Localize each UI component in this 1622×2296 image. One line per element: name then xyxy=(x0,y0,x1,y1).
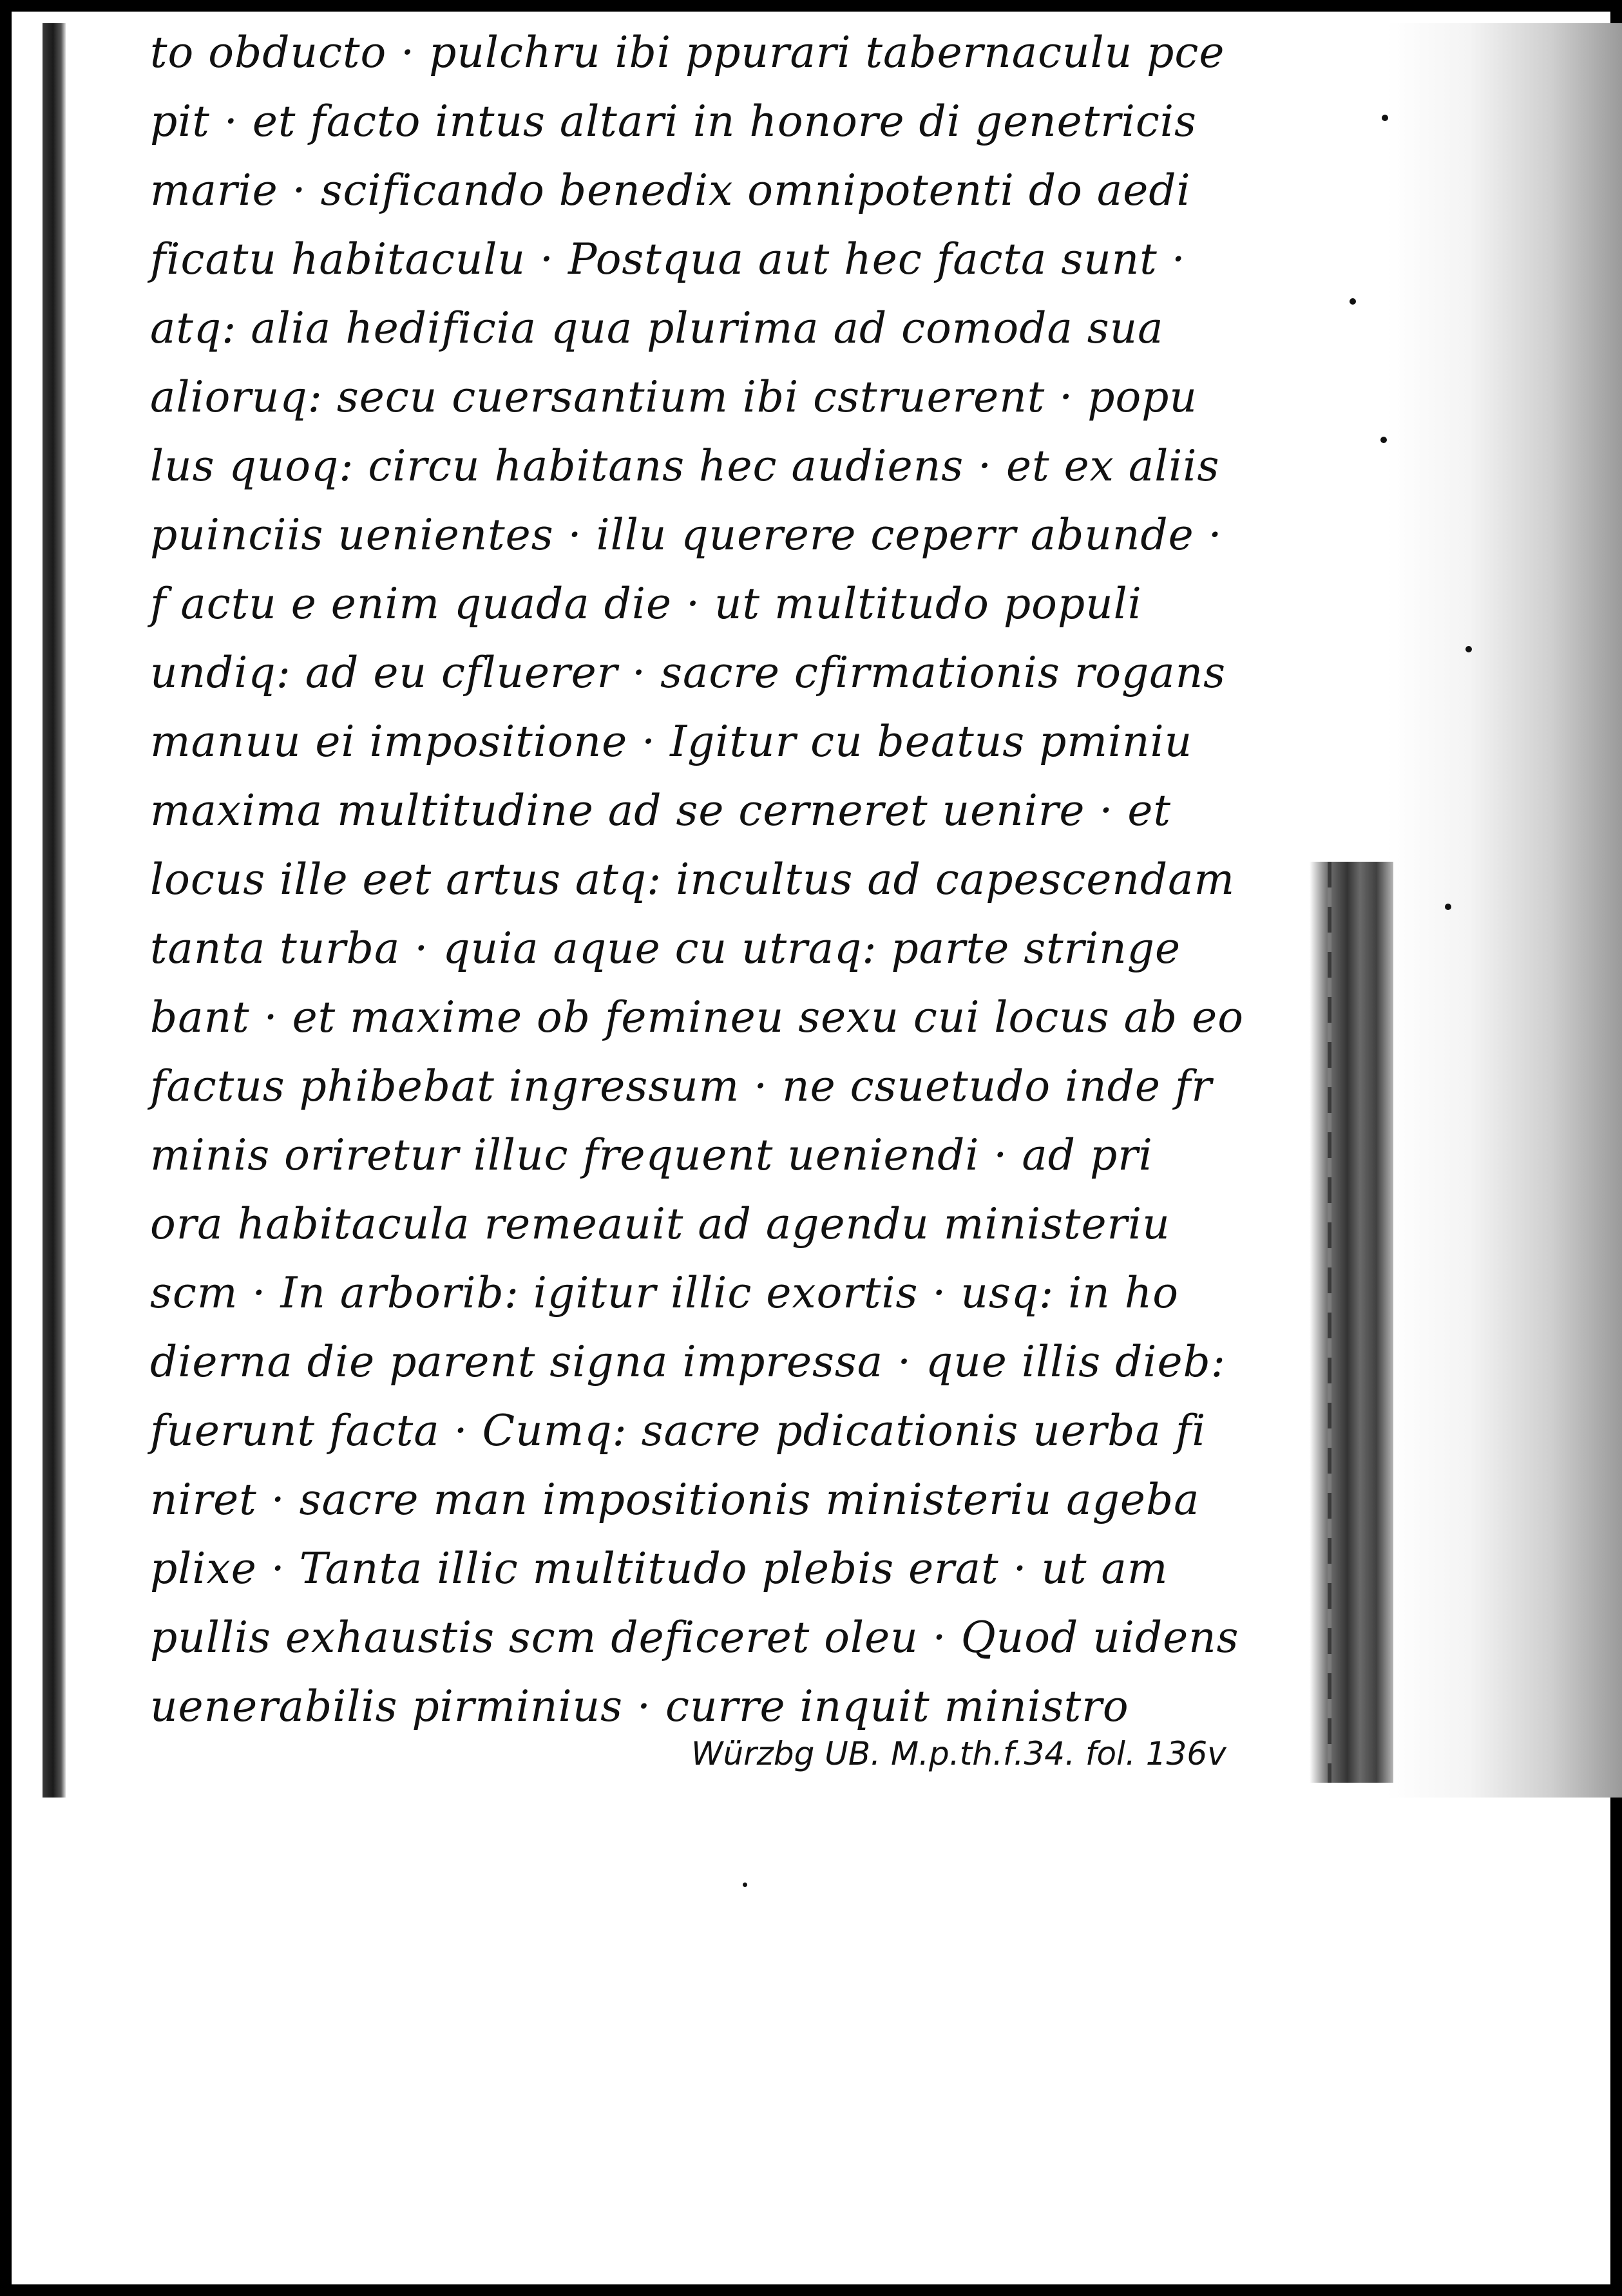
right-margin-shadow xyxy=(1387,23,1622,1798)
page-edge-shadow xyxy=(43,23,66,1798)
manuscript-line: factus phibebat ingressum · ne csuetudo inde fr xyxy=(150,1061,1212,1111)
manuscript-text xyxy=(150,18,1348,1783)
manuscript-line: marie · scificando benedix omnipotenti do aedi xyxy=(150,166,1191,215)
manuscript-line: to obducto · pulchru ibi ppurari tabernaculu pce xyxy=(150,28,1225,77)
manuscript-line: f actu e enim quada die · ut multitudo populi xyxy=(150,579,1142,629)
speck xyxy=(1350,298,1356,305)
manuscript-line: undiq: ad eu cfluerer · sacre cfirmationis rogans xyxy=(150,648,1226,697)
manuscript-line: alioruq: secu cuersantium ibi cstruerent · popu xyxy=(150,372,1197,422)
speck xyxy=(1465,646,1472,652)
manuscript-line: tanta turba · quia aque cu utraq: parte stringe xyxy=(150,924,1181,973)
shelfmark-annotation: Würzbg UB. M.p.th.f.34. fol. 136v xyxy=(691,1735,1226,1772)
manuscript-line: scm · In arborib: igitur illic exortis · usq: in ho xyxy=(150,1268,1179,1318)
manuscript-line: pit · et facto intus altari in honore di genetricis xyxy=(150,97,1197,146)
manuscript-line: maxima multitudine ad se cerneret uenire · et xyxy=(150,786,1171,835)
manuscript-line: lus quoq: circu habitans hec audiens · et ex aliis xyxy=(150,441,1220,491)
manuscript-line: plixe · Tanta illic multitudo plebis erat · ut am xyxy=(150,1544,1169,1593)
manuscript-line: pullis exhaustis scm deficeret oleu · Quod uidens xyxy=(150,1613,1239,1662)
manuscript-line: niret · sacre man impositionis ministeriu ageba xyxy=(150,1475,1200,1524)
speck xyxy=(1382,115,1388,121)
manuscript-line: ora habitacula remeauit ad agendu ministeriu xyxy=(150,1199,1170,1249)
manuscript-line: minis oriretur illuc frequent ueniendi · ad pri xyxy=(150,1130,1153,1180)
manuscript-line: bant · et maxime ob femineu sexu cui locus ab eo xyxy=(150,992,1244,1042)
speck xyxy=(743,1883,747,1887)
manuscript-line: uenerabilis pirminius · curre inquit ministro xyxy=(150,1682,1129,1731)
manuscript-line: dierna die parent signa impressa · que illis dieb: xyxy=(150,1337,1226,1387)
speck xyxy=(1380,437,1387,443)
manuscript-line: puinciis uenientes · illu querere ceperr abunde · xyxy=(150,510,1223,560)
manuscript-line: ficatu habitaculu · Postqua aut hec facta sunt · xyxy=(150,234,1186,284)
speck xyxy=(1445,904,1451,910)
manuscript-line: manuu ei impositione · Igitur cu beatus pminiu xyxy=(150,717,1193,766)
manuscript-line: fuerunt facta · Cumq: sacre pdicationis uerba fi xyxy=(150,1406,1207,1456)
manuscript-line: locus ille eet artus atq: incultus ad capescendam xyxy=(150,855,1236,904)
manuscript-line: atq: alia hedificia qua plurima ad comoda sua xyxy=(150,303,1164,353)
